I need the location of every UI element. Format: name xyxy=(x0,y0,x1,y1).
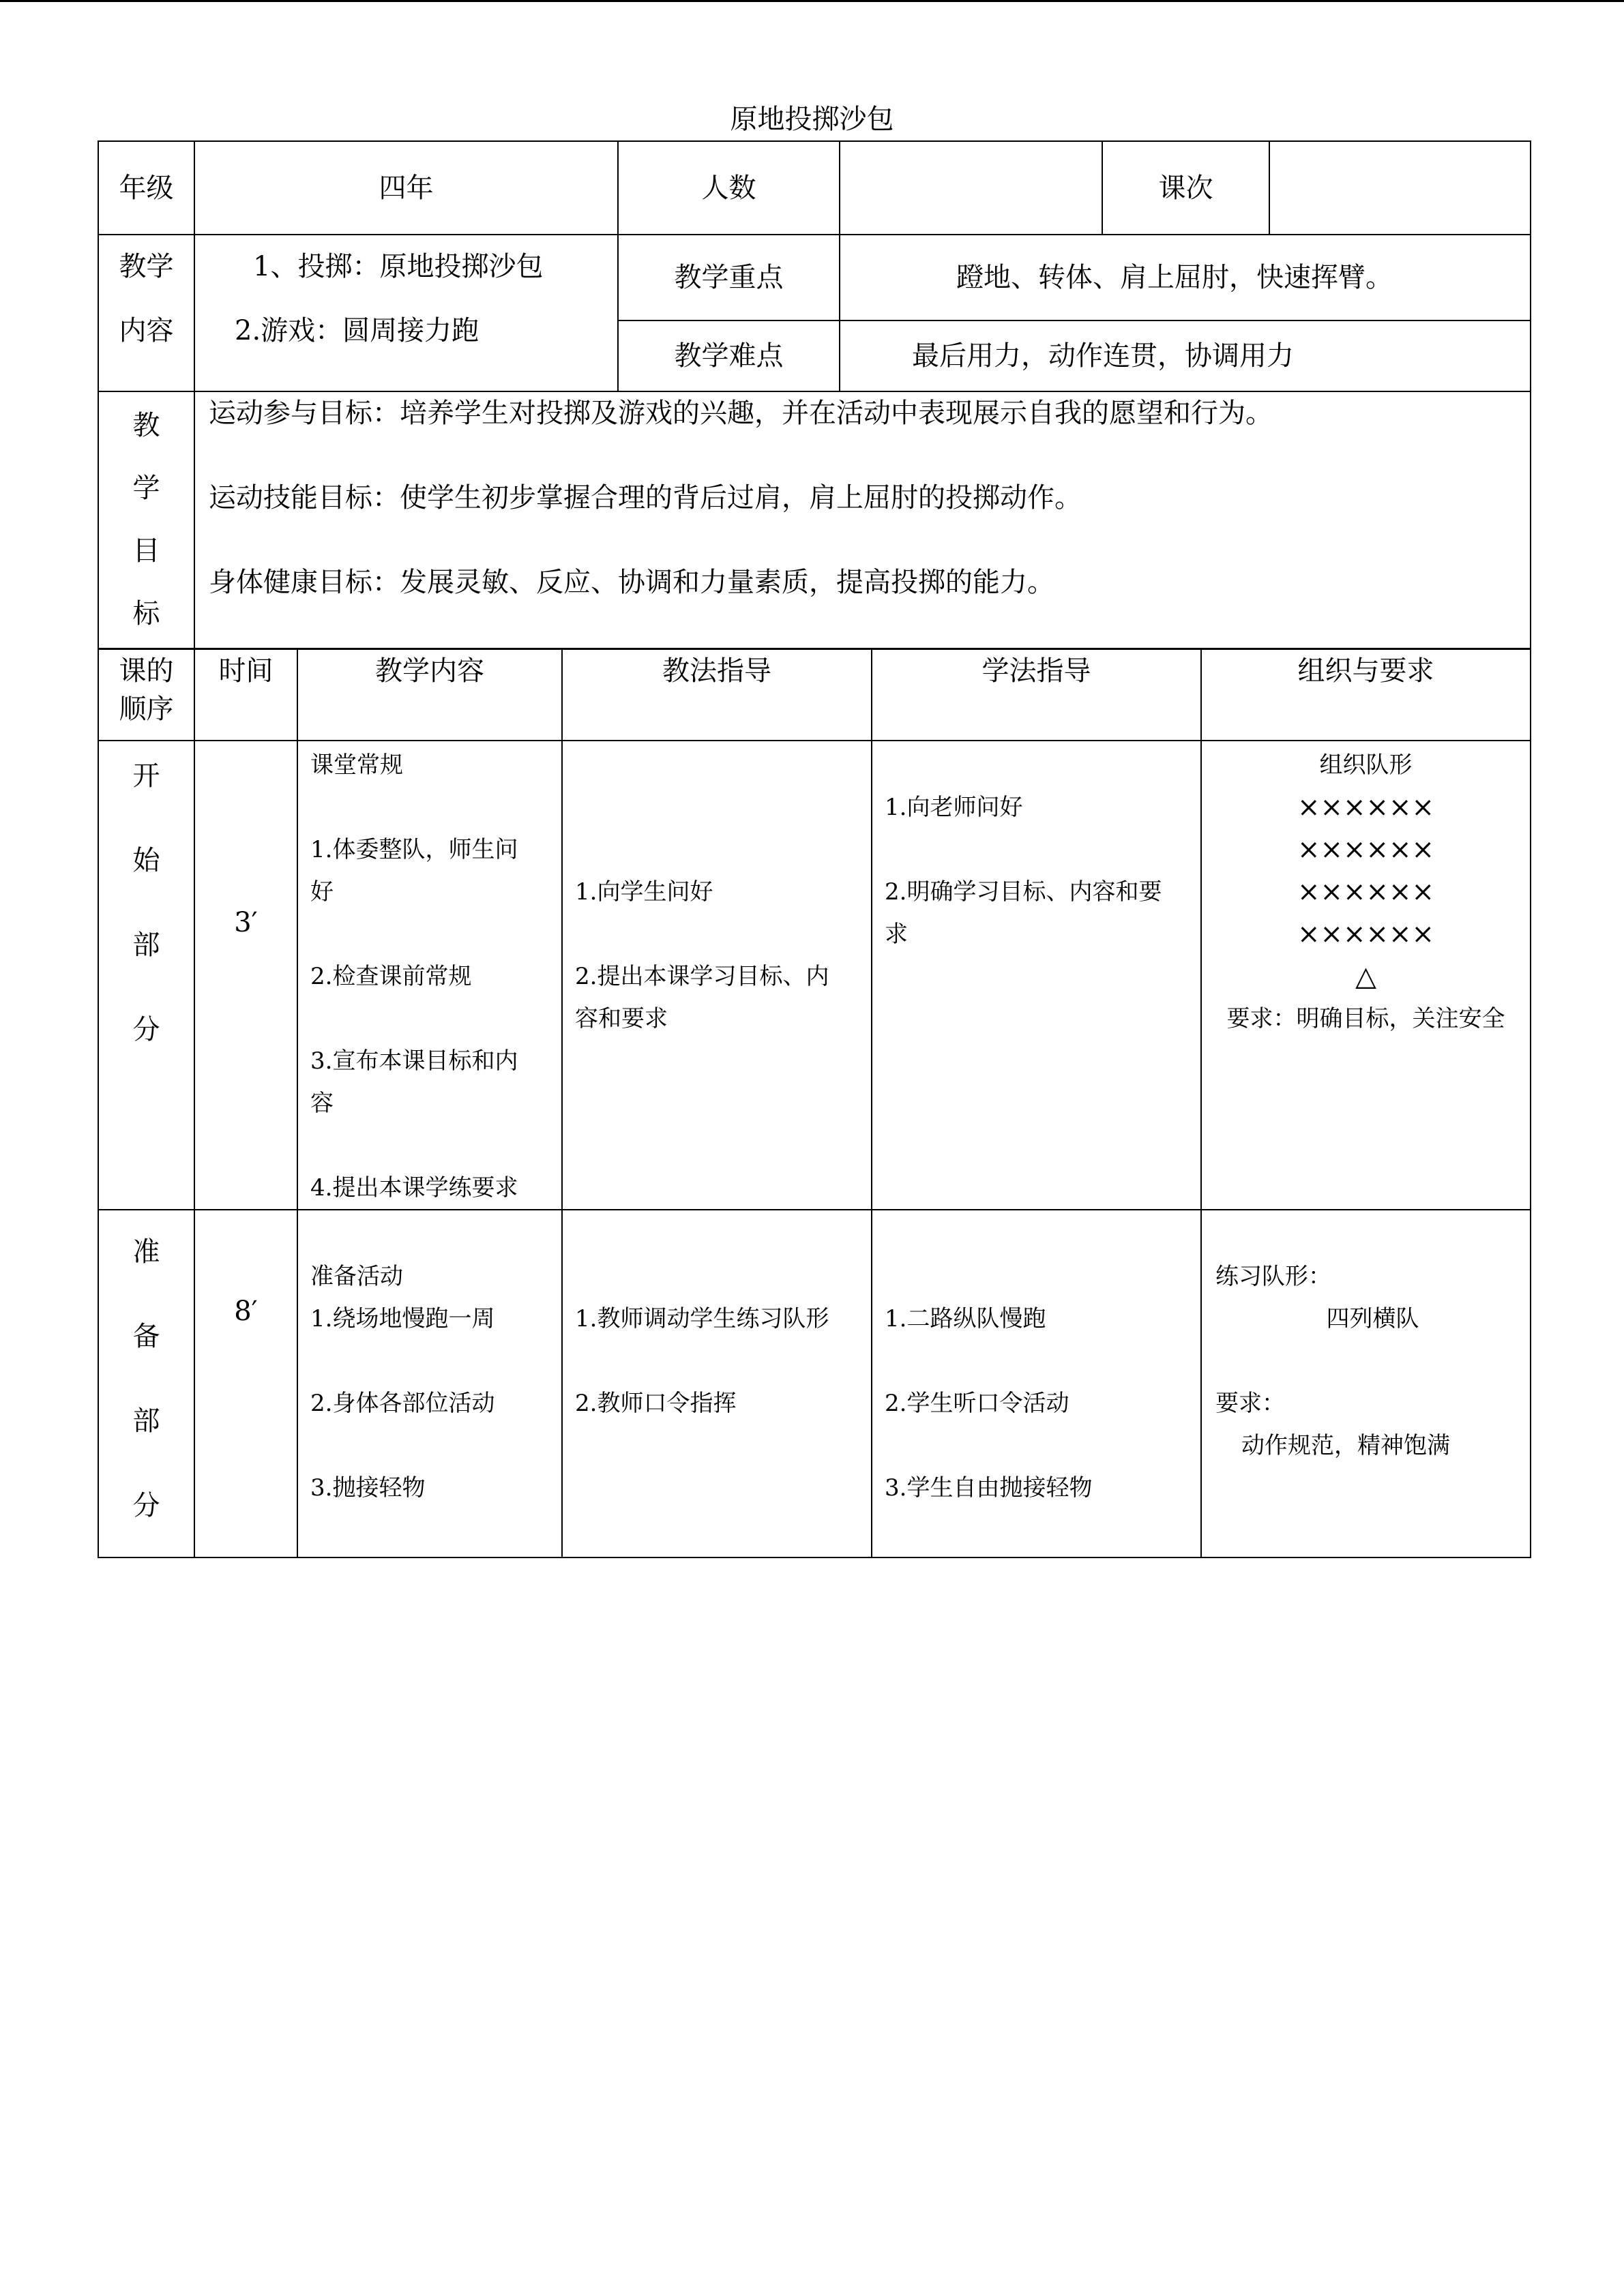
section-label-char: 准 xyxy=(132,1236,160,1268)
header-row xyxy=(98,141,1531,235)
content-items xyxy=(194,235,618,391)
content-line: 2.检查课前常规 xyxy=(310,963,472,990)
organization-header: 组织与要求 xyxy=(1201,648,1531,741)
learning-line: 1.二路纵队慢跑 xyxy=(885,1305,1046,1332)
start-learning xyxy=(872,741,1201,1210)
goals-label-char: 学 xyxy=(132,473,160,504)
teaching-line: 2.教师口令指挥 xyxy=(575,1390,737,1417)
start-section-row xyxy=(98,741,1531,1210)
teaching-line: 1.教师调动学生练习队形 xyxy=(575,1305,829,1332)
start-section-label xyxy=(98,741,194,1210)
prep-content xyxy=(297,1210,562,1557)
key-point-label: 教学重点 xyxy=(618,235,840,320)
content-header: 教学内容 xyxy=(297,648,562,741)
learning-line: 3.学生自由抛接轻物 xyxy=(885,1474,1093,1502)
teacher-position-icon: △ xyxy=(1355,961,1376,992)
prep-organization xyxy=(1201,1210,1531,1557)
start-time: 3′ xyxy=(194,741,297,1210)
prep-formation-label: 练习队形： xyxy=(1215,1263,1331,1290)
content-line: 1.体委整队，师生问 xyxy=(310,836,518,863)
goal-skill: 运动技能目标：使学生初步掌握合理的背后过肩，肩上屈肘的投掷动作。 xyxy=(209,482,1082,513)
content-label xyxy=(98,235,194,391)
section-label-char: 分 xyxy=(132,1014,160,1045)
goals-label-char: 目 xyxy=(132,535,160,567)
content-label-line1: 教学 xyxy=(119,251,174,282)
content-line: 准备活动 xyxy=(310,1263,403,1290)
lesson-info-table xyxy=(98,140,1531,650)
lesson-value xyxy=(1269,141,1531,235)
top-border-line xyxy=(0,0,1624,2)
content-line: 课堂常规 xyxy=(310,751,403,779)
learning-line: 1.向老师问好 xyxy=(885,794,1023,821)
difficulty-label: 教学难点 xyxy=(618,320,840,391)
section-label-char: 部 xyxy=(132,929,160,961)
order-header xyxy=(98,648,194,741)
grade-value: 四年 xyxy=(194,141,618,235)
formation-row: ×××××× xyxy=(1297,792,1435,823)
formation-row: ×××××× xyxy=(1297,919,1435,950)
order-header-line2: 顺序 xyxy=(119,694,174,725)
learning-header: 学法指导 xyxy=(872,648,1201,741)
goals-label-char: 标 xyxy=(132,598,160,629)
key-point-row xyxy=(98,235,1531,320)
prep-requirement-label: 要求： xyxy=(1215,1390,1285,1417)
goals-row xyxy=(98,391,1531,649)
prep-formation-value: 四列横队 xyxy=(1326,1305,1419,1332)
prep-learning xyxy=(872,1210,1201,1557)
lesson-label: 课次 xyxy=(1102,141,1269,235)
learning-line: 2.明确学习目标、内容和要 xyxy=(885,878,1162,906)
prep-section-row xyxy=(98,1210,1531,1557)
lesson-schedule-table xyxy=(98,648,1531,1558)
prep-teaching xyxy=(562,1210,872,1557)
order-header-line1: 课的 xyxy=(119,655,174,687)
prep-time: 8′ xyxy=(194,1210,297,1557)
schedule-header-row xyxy=(98,648,1531,741)
learning-line: 2.学生听口令活动 xyxy=(885,1390,1069,1417)
count-label: 人数 xyxy=(618,141,840,235)
page-title: 原地投掷沙包 xyxy=(730,104,894,135)
teaching-line: 容和要求 xyxy=(575,1005,668,1032)
time-header: 时间 xyxy=(194,648,297,741)
section-label-char: 备 xyxy=(132,1321,160,1352)
goals-label xyxy=(98,391,194,649)
goal-participation: 运动参与目标：培养学生对投掷及游戏的兴趣，并在活动中表现展示自我的愿望和行为。 xyxy=(209,398,1273,429)
start-requirement: 要求：明确目标，关注安全 xyxy=(1226,1005,1505,1032)
content-line: 好 xyxy=(310,878,334,906)
teaching-header: 教法指导 xyxy=(562,648,872,741)
content-item-2: 2.游戏：圆周接力跑 xyxy=(235,315,479,346)
content-line: 1.绕场地慢跑一周 xyxy=(310,1305,495,1332)
section-label-char: 开 xyxy=(132,760,160,792)
goal-health: 身体健康目标：发展灵敏、反应、协调和力量素质，提高投掷的能力。 xyxy=(209,567,1054,598)
content-line: 2.身体各部位活动 xyxy=(310,1390,495,1417)
formation-title: 组织队形 xyxy=(1319,751,1413,779)
difficulty-value: 最后用力，动作连贯，协调用力 xyxy=(840,320,1531,391)
content-label-line2: 内容 xyxy=(119,315,174,346)
section-label-char: 始 xyxy=(132,845,160,876)
goals-label-char: 教 xyxy=(132,410,160,441)
content-line: 3.抛接轻物 xyxy=(310,1474,426,1502)
prep-section-label xyxy=(98,1210,194,1557)
teaching-line: 2.提出本课学习目标、内 xyxy=(575,963,829,990)
start-organization xyxy=(1201,741,1531,1210)
goals-content xyxy=(194,391,1531,649)
grade-label: 年级 xyxy=(98,141,194,235)
content-line: 容 xyxy=(310,1090,334,1117)
prep-requirement-value: 动作规范，精神饱满 xyxy=(1241,1432,1450,1459)
formation-row: ×××××× xyxy=(1297,834,1435,865)
section-label-char: 分 xyxy=(132,1490,160,1521)
content-item-1: 1、投掷：原地投掷沙包 xyxy=(253,251,544,282)
start-content xyxy=(297,741,562,1210)
teaching-line: 1.向学生问好 xyxy=(575,878,713,906)
section-label-char: 部 xyxy=(132,1405,160,1437)
content-line: 3.宣布本课目标和内 xyxy=(310,1047,518,1075)
learning-line: 求 xyxy=(885,921,908,948)
content-line: 4.提出本课学练要求 xyxy=(310,1174,518,1202)
formation-row: ×××××× xyxy=(1297,876,1435,908)
key-point-value: 蹬地、转体、肩上屈肘，快速挥臂。 xyxy=(840,235,1531,320)
count-value xyxy=(840,141,1102,235)
start-teaching xyxy=(562,741,872,1210)
